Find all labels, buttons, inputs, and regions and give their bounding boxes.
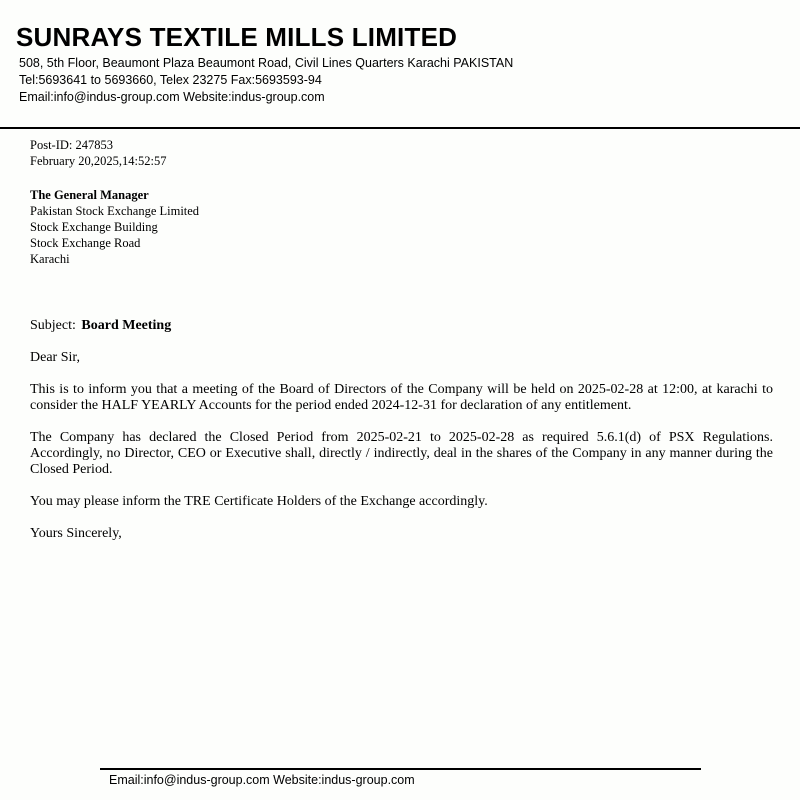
post-date: February 20,2025,14:52:57	[30, 154, 167, 168]
addressee-title: The General Manager	[30, 188, 149, 202]
addressee-line: Stock Exchange Road	[30, 236, 141, 250]
body-paragraph-meeting: This is to inform you that a meeting of the Board of Directors of the Company will be held on 2025-02-28 at 12:00, at karachi to consider the HALF YEARLY Accounts for the period ended 2024-12-31 for declaration of any entitlement.	[30, 382, 773, 413]
header-divider	[0, 127, 800, 129]
closing: Yours Sincerely,	[30, 526, 122, 541]
footer-contact: Email:info@indus-group.com Website:indus-group.com	[109, 773, 415, 787]
subject-value: Board Meeting	[81, 318, 172, 333]
company-address: 508, 5th Floor, Beaumont Plaza Beaumont Road, Civil Lines Quarters Karachi PAKISTAN	[19, 56, 514, 70]
body-paragraph-inform: You may please inform the TRE Certificate Holders of the Exchange accordingly.	[30, 494, 488, 509]
body-paragraph-closed-period: The Company has declared the Closed Period from 2025-02-21 to 2025-02-28 as required 5.6.1(d) of PSX Regulations. Accordingly, no Director, CEO or Executive shall, directly / indirectly, deal in the shares of the Company in any manner during the Closed Period.	[30, 430, 773, 477]
company-name: SUNRAYS TEXTILE MILLS LIMITED	[16, 22, 458, 52]
addressee-line: Stock Exchange Building	[30, 220, 158, 234]
company-telephone: Tel:5693641 to 5693660, Telex 23275 Fax:5693593-94	[19, 73, 322, 87]
subject-label: Subject:	[30, 318, 76, 333]
letterhead	[0, 0, 800, 128]
addressee-block	[30, 187, 199, 267]
salutation: Dear Sir,	[30, 350, 80, 365]
subject-line	[30, 318, 171, 334]
addressee-line: Karachi	[30, 252, 70, 266]
post-id: Post-ID: 247853	[30, 138, 113, 152]
footer-divider	[100, 768, 701, 770]
company-contact: Email:info@indus-group.com Website:indus-group.com	[19, 90, 325, 104]
addressee-line: Pakistan Stock Exchange Limited	[30, 204, 200, 218]
